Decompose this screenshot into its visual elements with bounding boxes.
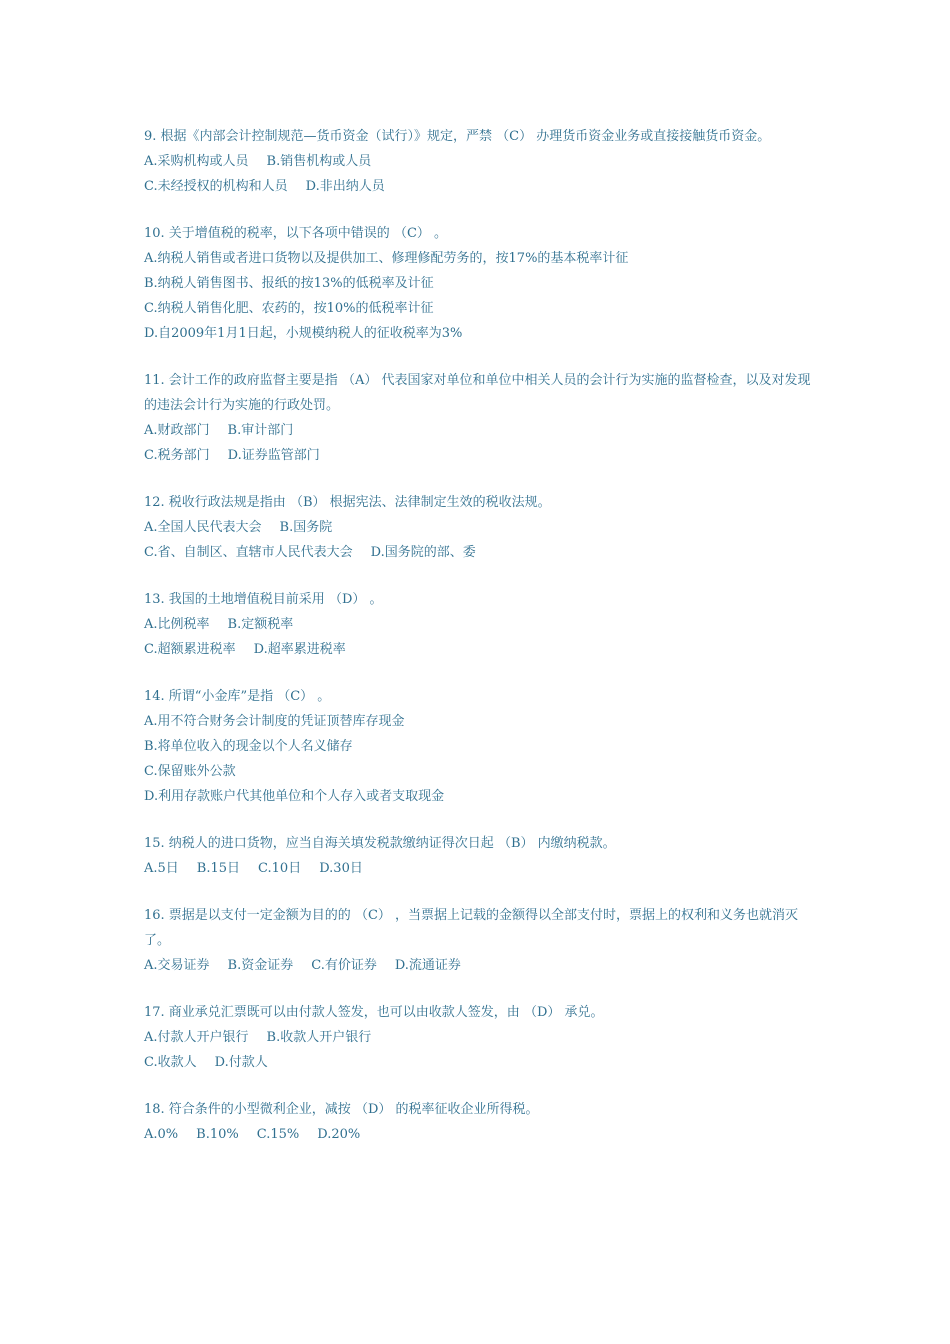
answer-option: B.国务院	[279, 520, 333, 535]
options-line	[144, 296, 814, 321]
answer-option: B.15日	[196, 861, 241, 876]
question-text: 13. 我国的土地增值税目前采用 （D） 。	[144, 592, 383, 607]
answer-option: B.资金证券	[227, 958, 294, 973]
question-text: 16. 票据是以支付一定金额为目的的 （C） ，当票据上记载的金额得以全部支付时，票据上的权利和义务也就消灭了。	[144, 908, 799, 948]
question-block	[144, 587, 814, 662]
answer-option: A.纳税人销售或者进口货物以及提供加工、修理修配劳务的，按17%的基本税率计征	[144, 251, 629, 266]
answer-option: A.交易证券	[144, 958, 210, 973]
question-block	[144, 221, 814, 346]
question-text: 15. 纳税人的进口货物，应当自海关填发税款缴纳证得次日起 （B） 内缴纳税款。	[144, 836, 616, 851]
question-block	[144, 368, 814, 468]
document-page	[144, 124, 814, 1169]
question-block	[144, 124, 814, 199]
options-line	[144, 784, 814, 809]
options-line	[144, 321, 814, 346]
options-line	[144, 612, 814, 637]
answer-option: B.将单位收入的现金以个人名义储存	[144, 739, 353, 754]
question-block	[144, 831, 814, 881]
question-block	[144, 1097, 814, 1147]
options-line	[144, 174, 814, 199]
answer-option: A.0%	[144, 1127, 179, 1142]
question-text: 18. 符合条件的小型微利企业，减按 （D） 的税率征收企业所得税。	[144, 1102, 539, 1117]
question-text: 10. 关于增值税的税率，以下各项中错误的 （C） 。	[144, 226, 448, 241]
answer-option: A.用不符合财务会计制度的凭证顶替库存现金	[144, 714, 405, 729]
options-line	[144, 515, 814, 540]
question-block	[144, 1000, 814, 1075]
answer-option: C.收款人	[144, 1055, 197, 1070]
answer-option: D.非出纳人员	[305, 179, 385, 194]
answer-option: C.超额累进税率	[144, 642, 236, 657]
answer-option: D.利用存款账户代其他单位和个人存入或者支取现金	[144, 789, 445, 804]
answer-option: A.采购机构或人员	[144, 154, 249, 169]
answer-option: B.审计部门	[227, 423, 294, 438]
options-line	[144, 759, 814, 784]
question-block	[144, 684, 814, 809]
answer-option: A.全国人民代表大会	[144, 520, 262, 535]
question-text: 9. 根据《内部会计控制规范—货币资金（试行）》规定，严禁 （C） 办理货币资金业务或直接接触货币资金。	[144, 129, 771, 144]
answer-option: C.省、自制区、直辖市人民代表大会	[144, 545, 353, 560]
options-line	[144, 418, 814, 443]
options-line	[144, 1122, 814, 1147]
answer-option: B.收款人开户银行	[266, 1030, 372, 1045]
answer-option: C.税务部门	[144, 448, 210, 463]
options-line	[144, 856, 814, 881]
answer-option: C.保留账外公款	[144, 764, 236, 779]
answer-option: D.30日	[319, 861, 363, 876]
answer-option: B.定额税率	[227, 617, 294, 632]
answer-option: C.10日	[258, 861, 302, 876]
options-line	[144, 953, 814, 978]
question-text: 14. 所谓“小金库”是指 （C） 。	[144, 689, 331, 704]
answer-option: C.未经授权的机构和人员	[144, 179, 288, 194]
answer-option: A.财政部门	[144, 423, 210, 438]
answer-option: A.5日	[144, 861, 179, 876]
question-text: 12. 税收行政法规是指由 （B） 根据宪法、法律制定生效的税收法规。	[144, 495, 551, 510]
answer-option: D.付款人	[214, 1055, 268, 1070]
options-line	[144, 246, 814, 271]
options-line	[144, 734, 814, 759]
answer-option: A.付款人开户银行	[144, 1030, 249, 1045]
question-block	[144, 903, 814, 978]
options-line	[144, 1050, 814, 1075]
answer-option: D.超率累进税率	[253, 642, 346, 657]
options-line	[144, 709, 814, 734]
answer-option: B.销售机构或人员	[266, 154, 372, 169]
options-line	[144, 1025, 814, 1050]
options-line	[144, 271, 814, 296]
answer-option: D.20%	[317, 1127, 361, 1142]
answer-option: C.有价证券	[311, 958, 377, 973]
options-line	[144, 637, 814, 662]
answer-option: D.国务院的部、委	[370, 545, 476, 560]
options-line	[144, 443, 814, 468]
answer-option: D.自2009年1月1日起，小规模纳税人的征收税率为3%	[144, 326, 463, 341]
options-line	[144, 149, 814, 174]
answer-option: B.纳税人销售图书、报纸的按13%的低税率及计征	[144, 276, 434, 291]
answer-option: D.证券监管部门	[227, 448, 320, 463]
options-line	[144, 540, 814, 565]
answer-option: C.纳税人销售化肥、农药的，按10%的低税率计征	[144, 301, 434, 316]
question-block	[144, 490, 814, 565]
answer-option: B.10%	[196, 1127, 239, 1142]
question-text: 17. 商业承兑汇票既可以由付款人签发，也可以由收款人签发，由 （D） 承兑。	[144, 1005, 604, 1020]
answer-option: C.15%	[256, 1127, 300, 1142]
answer-option: A.比例税率	[144, 617, 210, 632]
answer-option: D.流通证券	[394, 958, 461, 973]
question-text: 11. 会计工作的政府监督主要是指 （A） 代表国家对单位和单位中相关人员的会计行为实施的监督检查，以及对发现的违法会计行为实施的行政处罚。	[144, 373, 811, 413]
